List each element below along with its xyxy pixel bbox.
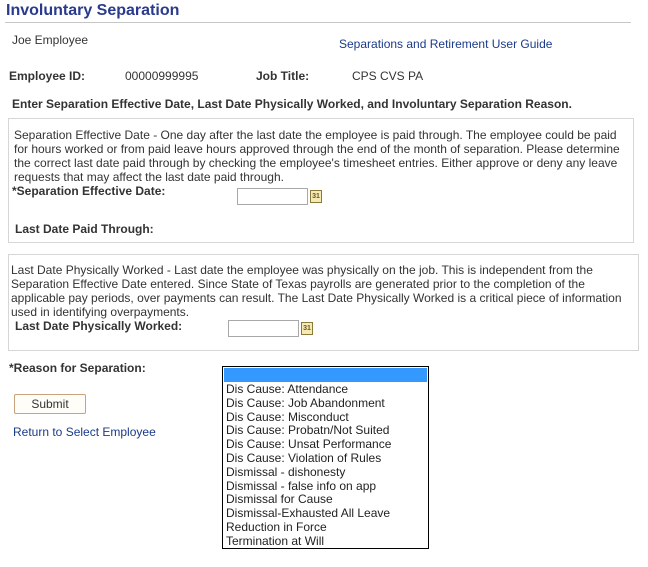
employee-name: Joe Employee xyxy=(12,33,89,47)
dropdown-option[interactable]: Dis Cause: Job Abandonment xyxy=(226,395,385,410)
separation-effective-date-input[interactable] xyxy=(237,188,308,205)
submit-button[interactable]: Submit xyxy=(14,394,86,414)
dropdown-option[interactable]: Dismissal-Exhausted All Leave xyxy=(226,506,391,521)
dropdown-option[interactable]: Dismissal for Cause xyxy=(226,492,333,507)
dropdown-option[interactable]: Dis Cause: Violation of Rules xyxy=(226,450,382,465)
dropdown-option[interactable]: Dismissal - dishonesty xyxy=(226,464,346,479)
dropdown-option[interactable]: Termination at Will xyxy=(226,533,325,548)
dropdown-options-list xyxy=(223,383,428,549)
calendar-icon[interactable]: 31 xyxy=(310,190,322,203)
calendar-icon[interactable]: 31 xyxy=(301,322,313,335)
instructions-text: Enter Separation Effective Date, Last Date Physically Worked, and Involuntary Separation Reason. xyxy=(12,97,572,111)
job-title-value: CPS CVS PA xyxy=(352,69,424,83)
physically-worked-description: Last Date Physically Worked - Last date the employee was physically on the job. This is independent from the Separation Effective Date entered. Since State of Texas payrolls are generated prior to the completion of the applicable pay periods, over payments can result. The Last Date Physically Worked is a critical piece of information used in identifying overpayments. xyxy=(11,263,622,319)
dropdown-option[interactable]: Dis Cause: Misconduct xyxy=(226,409,349,424)
job-title-label: Job Title: xyxy=(256,69,310,83)
dropdown-option[interactable]: Dis Cause: Unsat Performance xyxy=(226,437,392,452)
dropdown-option[interactable]: Dis Cause: Attendance xyxy=(226,382,349,396)
user-guide-link[interactable]: Separations and Retirement User Guide xyxy=(339,37,553,51)
reason-for-separation-dropdown[interactable] xyxy=(222,366,429,549)
last-date-physically-worked-input[interactable] xyxy=(228,320,299,337)
dropdown-selected-option[interactable] xyxy=(224,368,427,382)
employee-id-value: 00000999995 xyxy=(125,69,199,83)
reason-for-separation-label: *Reason for Separation: xyxy=(9,361,146,375)
dropdown-option[interactable]: Reduction in Force xyxy=(226,519,327,534)
title-divider xyxy=(5,22,631,23)
dropdown-option[interactable]: Dismissal - false info on app xyxy=(226,478,377,493)
dropdown-option[interactable]: Dis Cause: Probatn/Not Suited xyxy=(226,423,390,438)
return-to-select-employee-link[interactable]: Return to Select Employee xyxy=(13,425,156,439)
separation-effective-date-label: *Separation Effective Date: xyxy=(12,184,166,198)
last-date-paid-through-label: Last Date Paid Through: xyxy=(15,222,154,236)
separation-date-description: Separation Effective Date - One day after the last date the employee is paid through. The employee could be paid for hours worked or from paid leave hours approved through the end of the month of separation. Please determine the correct last date paid through by checking the employee's timesheet entries. Either approve or deny any leave requests that may affect the last date paid through. xyxy=(14,128,620,184)
last-date-physically-worked-label: Last Date Physically Worked: xyxy=(15,319,183,333)
employee-id-label: Employee ID: xyxy=(9,69,86,83)
page-title: Involuntary Separation xyxy=(6,2,180,19)
